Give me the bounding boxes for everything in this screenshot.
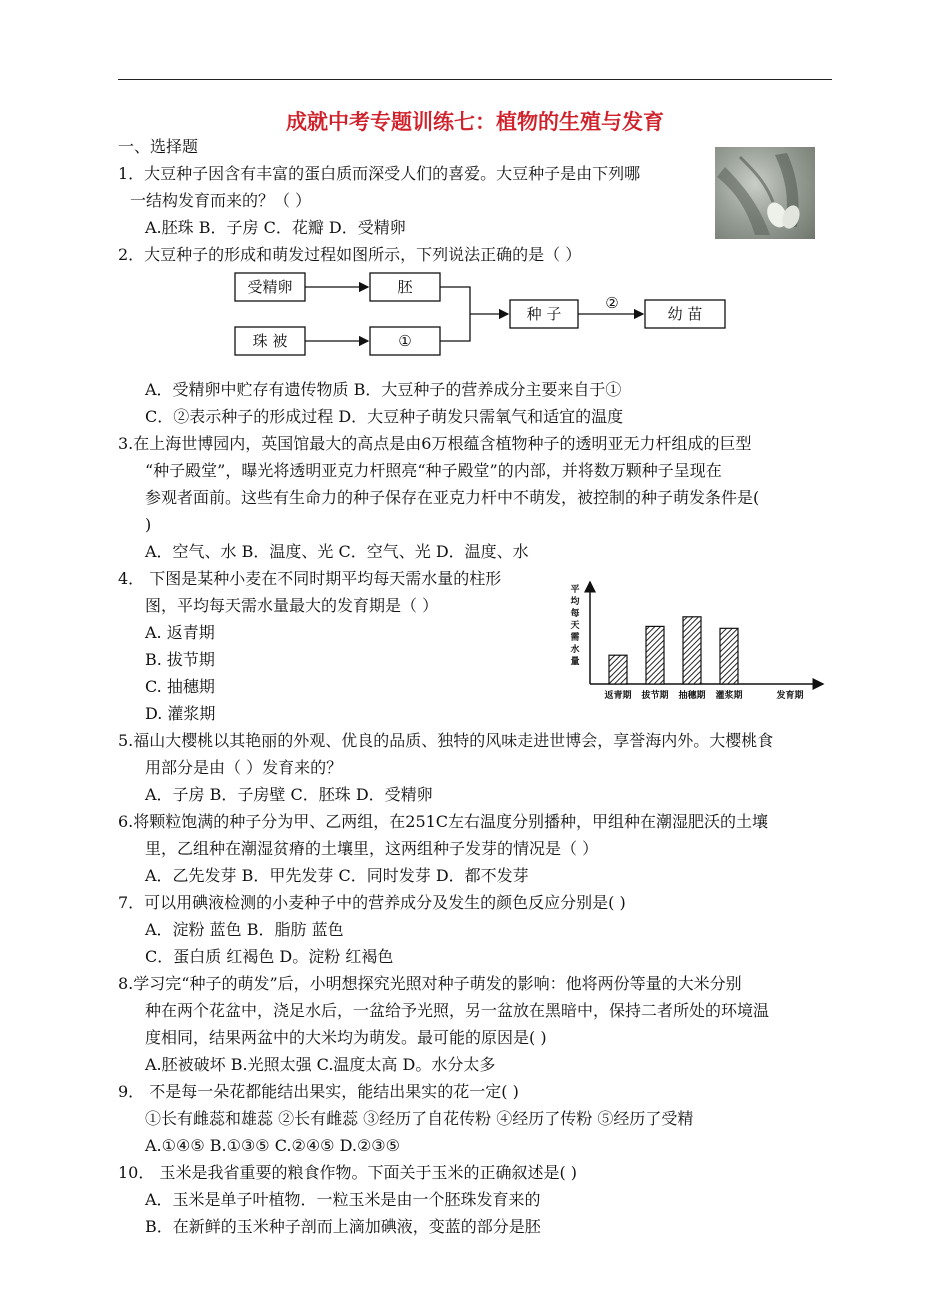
q8-options: A.胚被破坏 B.光照太强 C.温度太高 D。水分太多 — [145, 1055, 496, 1074]
page-title: 成就中考专题训练七：植物的生殖与发育 — [286, 110, 664, 134]
q4-line-1: 4． 下图是某种小麦在不同时期平均每天需水量的柱形 — [118, 569, 502, 588]
x-tick-label-0: 返青期 — [604, 691, 632, 701]
bar-0 — [609, 655, 627, 684]
q5-options: A．子房 B．子房壁 C．胚珠 D．受精卵 — [145, 785, 433, 804]
q6-line-1: 6.将颗粒饱满的种子分为甲、乙两组，在251C左右温度分别播种，甲组种在潮湿肥沃的土壤 — [118, 812, 769, 831]
q4-option-a: A. 返青期 — [145, 623, 215, 642]
y-label-char: 天 — [570, 621, 580, 631]
q10-stem: 10． 玉米是我省重要的粮食作物。下面关于玉米的正确叙述是( ) — [118, 1163, 578, 1182]
water-need-bar-chart — [565, 580, 830, 710]
y-label-char: 水 — [570, 645, 580, 655]
chart-xlabel: 发育期 — [776, 691, 804, 701]
top-rule — [118, 79, 832, 80]
x-tick-label-3: 灌浆期 — [715, 691, 743, 701]
q7-options-cd: C．蛋白质 红褐色 D。淀粉 红褐色 — [145, 947, 394, 966]
section-heading: 一、选择题 — [118, 137, 199, 156]
q10-option-b: B．在新鲜的玉米种子剖而上滴加碘液，变蓝的部分是胚 — [145, 1217, 541, 1236]
q3-line-4: ) — [145, 515, 152, 534]
q8-line-1: 8.学习完“种子的萌发”后，小明想探究光照对种子萌发的影响：他将两份等量的大米分别 — [118, 974, 742, 993]
q3-line-3: 参观者面前。这些有生命力的种子保存在亚克力杆中不萌发，被控制的种子萌发条件是( — [145, 488, 760, 507]
q4-option-b: B. 拔节期 — [145, 650, 215, 669]
flowchart — [230, 268, 740, 360]
q9-options: A.①④⑤ B.①③⑤ C.②④⑤ D.②③⑤ — [145, 1136, 400, 1155]
q1-options: A.胚珠 B．子房 C．花瓣 D．受精卵 — [145, 218, 406, 237]
y-label-char: 平 — [570, 585, 580, 595]
q2-options-cd: C．②表示种子的形成过程 D．大豆种子萌发只需氧气和适宜的温度 — [145, 407, 624, 426]
flow-box-embryo-label: 胚 — [397, 278, 413, 296]
q8-line-3: 度相同，结果两盆中的大米均为萌发。最可能的原因是( ) — [145, 1028, 547, 1047]
q9-statements: ①长有雌蕊和雄蕊 ②长有雌蕊 ③经历了自花传粉 ④经历了传粉 ⑤经历了受精 — [145, 1109, 694, 1128]
q5-line-2: 用部分是由（ ）发育来的？ — [145, 758, 343, 777]
q4-option-c: C. 抽穗期 — [145, 677, 215, 696]
flow-box-seedling-label: 幼 苗 — [667, 305, 703, 323]
chart-ylabel — [570, 583, 580, 667]
x-tick-label-2: 抽穗期 — [678, 691, 706, 701]
soybean-photo — [715, 147, 815, 239]
y-label-char: 均 — [570, 597, 580, 607]
flow-arrow-label: ② — [605, 294, 619, 312]
q1-line-1: 1．大豆种子因含有丰富的蛋白质而深受人们的喜爱。大豆种子是由下列哪 — [118, 164, 641, 183]
y-label-char: 量 — [570, 657, 580, 667]
q3-line-1: 3.在上海世博园内，英国馆最大的高点是由6万根蕴含植物种子的透明亚无力杆组成的巨型 — [118, 434, 752, 453]
flow-box-integument-label: 珠 被 — [252, 332, 288, 350]
q4-option-d: D. 灌浆期 — [145, 704, 216, 723]
q2-stem: 2．大豆种子的形成和萌发过程如图所示，下列说法正确的是（ ） — [118, 245, 582, 264]
bar-2 — [683, 617, 701, 684]
bar-1 — [646, 626, 664, 684]
q5-line-1: 5.福山大樱桃以其艳丽的外观、优良的品质、独特的风味走进世博会，享誉海内外。大樱桃食 — [118, 731, 774, 750]
q1-line-2: 一结构发育而来的？（ ） — [130, 191, 312, 210]
q3-options: A．空气、水 B．温度、光 C．空气、光 D．温度、水 — [145, 542, 529, 561]
q2-options-ab: A．受精卵中贮存有遗传物质 B．大豆种子的营养成分主要来自于① — [145, 380, 622, 399]
y-label-char: 每 — [570, 609, 580, 619]
q6-options: A．乙先发芽 B．甲先发芽 C．同时发芽 D．都不发芽 — [145, 866, 529, 885]
x-tick-label-1: 拔节期 — [641, 691, 669, 701]
q3-line-2: “种子殿堂”，曝光将透明亚克力杆照亮“种子殿堂”的内部，并将数万颗种子呈现在 — [145, 461, 722, 480]
flow-box-circle1-label: ① — [398, 332, 412, 350]
q7-stem: 7．可以用碘液检测的小麦种子中的营养成分及发生的颜色反应分别是( ) — [118, 893, 626, 912]
flow-box-seed-label: 种 子 — [526, 305, 562, 323]
q6-line-2: 里，乙组种在潮湿贫瘠的土壤里，这两组种子发芽的情况是（ ） — [145, 839, 599, 858]
q7-options-ab: A．淀粉 蓝色 B．脂肪 蓝色 — [145, 920, 344, 939]
q8-line-2: 种在两个花盆中，浇足水后，一盆给予光照，另一盆放在黑暗中，保持二者所处的环境温 — [145, 1001, 770, 1020]
bar-3 — [720, 628, 738, 684]
q4-line-2: 图，平均每天需水量最大的发育期是（ ） — [145, 596, 439, 615]
q9-stem: 9． 不是每一朵花都能结出果实，能结出果实的花一定( ) — [118, 1082, 519, 1101]
q10-option-a: A．玉米是单子叶植物．一粒玉米是由一个胚珠发育来的 — [145, 1190, 541, 1209]
flow-box-fertilized-egg-label: 受精卵 — [247, 278, 293, 296]
y-label-char: 需 — [570, 633, 580, 643]
